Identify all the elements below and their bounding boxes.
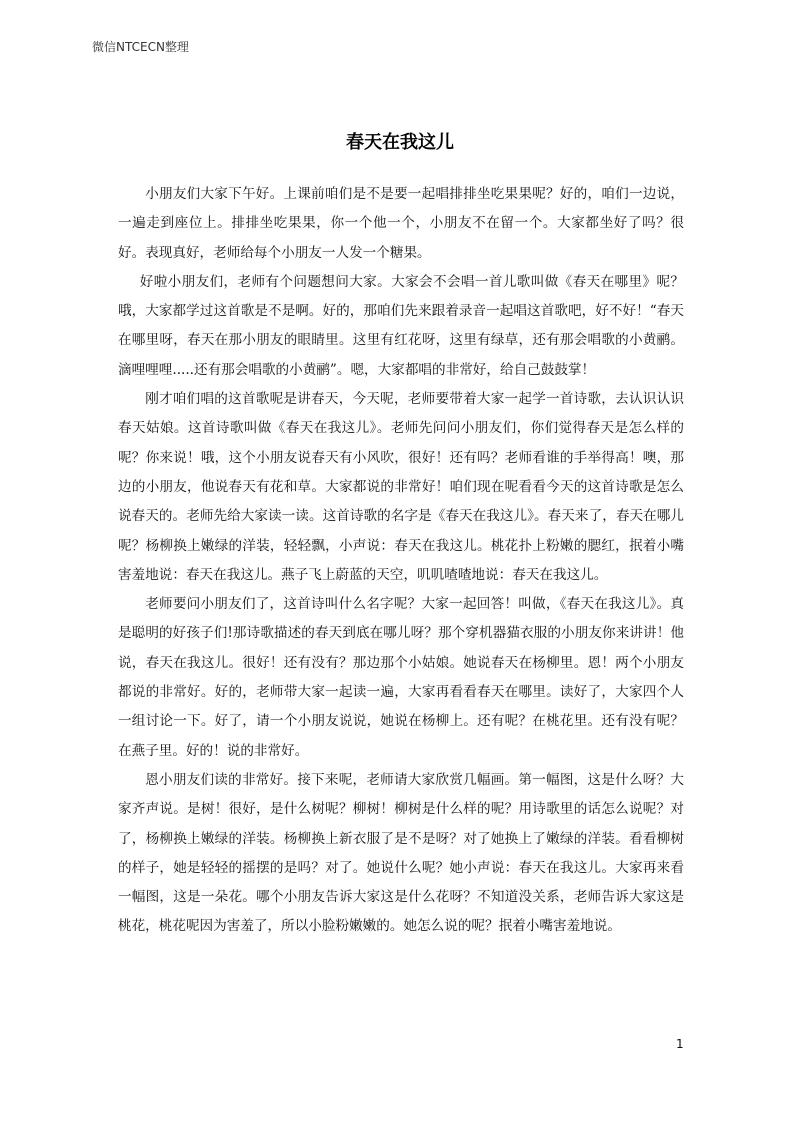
header-watermark: 微信NTCECN整理 xyxy=(92,40,189,54)
paragraph-4: 老师要问小朋友们了，这首诗叫什么名字呢？大家一起回答！叫做，《春天在我这儿》。真是聪明的好孩子们!那诗歌描述的春天到底在哪儿呀？那个穿机器猫衣服的小朋友你来讲讲！他说，春天在我这儿。很好！还有没有？那边那个小姑娘。她说春天在杨柳里。恩！两个小朋友都说的非常好。好的，老师带大家一起读一遍，大家再看看春天在哪里。读好了，大家四个人一组讨论一下。好了，请一个小朋友说说，她说在杨柳上。还有呢？在桃花里。还有没有呢？在燕子里。好的！说的非常好。 xyxy=(118,596,684,759)
paragraph-2: 好啦小朋友们，老师有个问题想问大家。大家会不会唱一首儿歌叫做《春天在哪里》呢？哦，大家都学过这首歌是不是啊。好的，那咱们先来跟着录音一起唱这首歌吧，好不好！“春天在哪里呀，春天在那小朋友的眼睛里。这里有红花呀，这里有绿草，还有那会唱歌的小黄鹂。滴哩哩哩.....还有那会唱歌的小黄鹂”。嗯，大家都唱的非常好，给自己鼓鼓掌！ xyxy=(118,273,684,378)
paragraph-3: 刚才咱们唱的这首歌呢是讲春天，今天呢，老师要带着大家一起学一首诗歌，去认识认识春天姑娘。这首诗歌叫做《春天在我这儿》。老师先问问小朋友们，你们觉得春天是怎么样的呢？你来说！哦，这个小朋友说春天有小风吹，很好！还有吗？老师看谁的手举得高！噢，那边的小朋友，他说春天有花和草。大家都说的非常好！咱们现在呢看看今天的这首诗歌是怎么说春天的。老师先给大家读一读。这首诗歌的名字是《春天在我这儿》。春天来了，春天在哪儿呢？杨柳换上嫩绿的洋装，轻轻飘，小声说：春天在我这儿。桃花扑上粉嫩的腮红，抿着小嘴害羞地说：春天在我这儿。燕子飞上蔚蓝的天空，叽叽喳喳地说：春天在我这儿。 xyxy=(118,391,684,583)
document-title: 春天在我这儿 xyxy=(346,132,454,153)
paragraph-1: 小朋友们大家下午好。上课前咱们是不是要一起唱排排坐吃果果呢？好的，咱们一边说，一遍走到座位上。排排坐吃果果，你一个他一个，小朋友不在留一个。大家都坐好了吗？很好。表现真好，老师给每个小朋友一人发一个糖果。 xyxy=(118,186,684,261)
paragraph-5: 恩小朋友们读的非常好。接下来呢，老师请大家欣赏几幅画。第一幅图，这是什么呀？大家齐声说。是树！很好，是什么树呢？柳树！柳树是什么样的呢？用诗歌里的话怎么说呢？对了，杨柳换上嫩绿的洋装。杨柳换上新衣服了是不是呀？对了她换上了嫩绿的洋装。看看柳树的样子，她是轻轻的摇摆的是吗？对了。她说什么呢？她小声说：春天在我这儿。大家再来看一幅图，这是一朵花。哪个小朋友告诉大家这是什么花呀？不知道没关系，老师告诉大家这是桃花，桃花呢因为害羞了，所以小脸粉嫩嫩的。她怎么说的呢？抿着小嘴害羞地说。 xyxy=(118,771,684,935)
page-number: 1 xyxy=(676,1037,684,1051)
document-body xyxy=(118,180,684,942)
